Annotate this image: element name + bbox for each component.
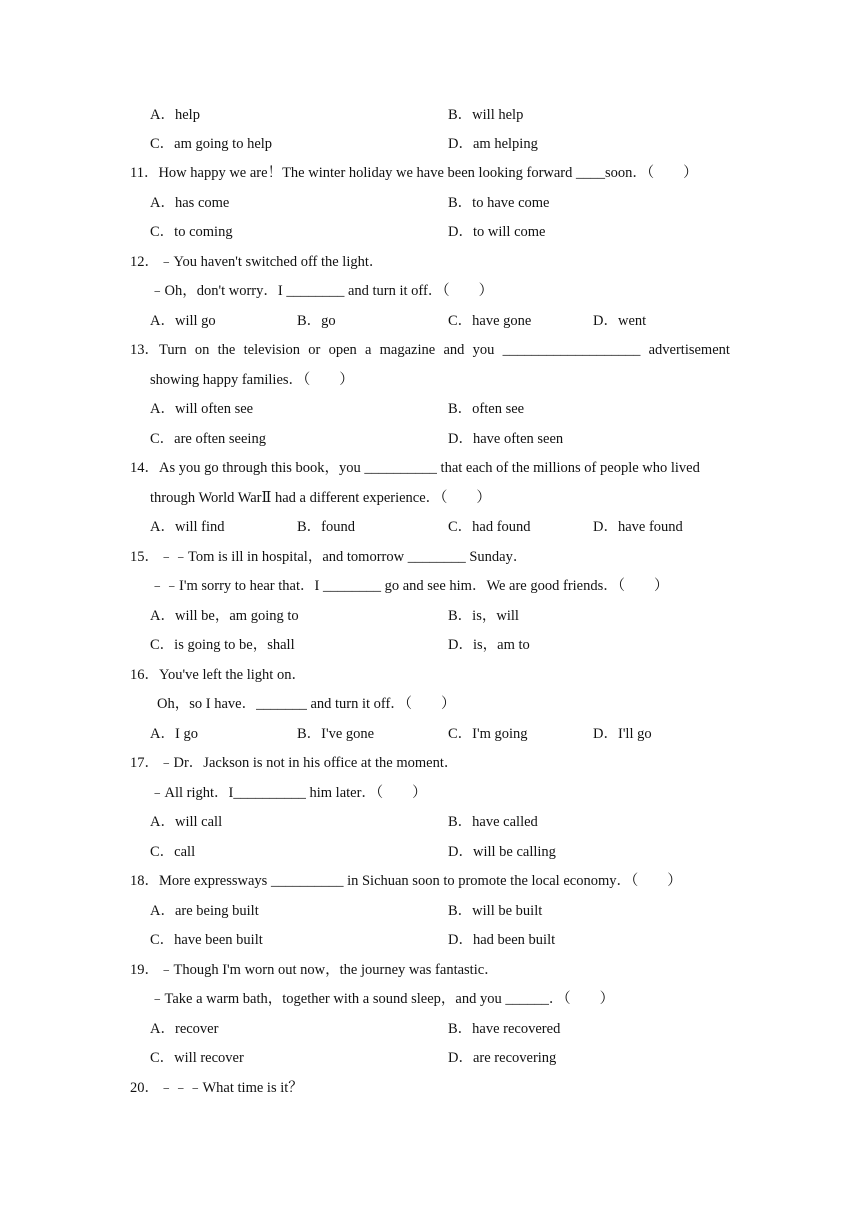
q19-stem: 19．﹣Though I'm worn out now，the journey was fantastic． (130, 962, 499, 978)
q14-option-c: C．had found (448, 519, 531, 535)
q19-stem-line2: ﹣Take a warm bath，together with a sound sleep，and you ______．（ ） (150, 991, 615, 1007)
q18-option-b: B．will be built (448, 903, 543, 919)
q13-option-c: C．are often seeing (150, 431, 266, 447)
q17-stem: 17．﹣Dr．Jackson is not in his office at the moment． (130, 755, 459, 771)
q11-stem: 11．How happy we are！The winter holiday we have been looking forward ____soon．（ ） (130, 165, 698, 181)
q16-option-d: D．I'll go (593, 726, 652, 742)
q17-option-a: A．will call (150, 814, 223, 830)
q19-option-d: D．are recovering (448, 1050, 557, 1066)
q15-stem-line2: ﹣﹣I'm sorry to hear that．I ________ go and see him．We are good friends．（ ） (150, 578, 669, 594)
q12-option-d: D．went (593, 313, 647, 329)
q10-option-b: B．will help (448, 107, 524, 123)
q14-stem-line2: through World WarⅡ had a different experience．（ ） (150, 490, 491, 506)
q19-option-a: A．recover (150, 1021, 219, 1037)
q16-option-b: B．I've gone (297, 726, 375, 742)
q14-stem: 14．As you go through this book，you __________ that each of the millions of people who lived (130, 460, 700, 476)
q11-option-c: C．to coming (150, 224, 233, 240)
q12-option-b: B．go (297, 313, 336, 329)
q15-option-b: B．is，will (448, 608, 519, 624)
q15-option-a: A．will be，am going to (150, 608, 299, 624)
q13-option-d: D．have often seen (448, 431, 564, 447)
q15-option-d: D．is，am to (448, 637, 530, 653)
q18-option-d: D．had been built (448, 932, 556, 948)
q16-stem: 16．You've left the light on． (130, 667, 306, 683)
q11-option-d: D．to will come (448, 224, 546, 240)
q15-option-c: C．is going to be，shall (150, 637, 295, 653)
q14-option-b: B．found (297, 519, 356, 535)
q20-stem: 20．﹣﹣﹣What time is it？ (130, 1080, 303, 1096)
q12-stem-line2: ﹣Oh，don't worry．I ________ and turn it off．（ ） (150, 283, 494, 299)
q11-option-b: B．to have come (448, 195, 550, 211)
q13-stem-line2: showing happy families．（ ） (150, 372, 354, 388)
q10-option-c: C．am going to help (150, 136, 273, 152)
q13-option-b: B．often see (448, 401, 525, 417)
q10-option-d: D．am helping (448, 136, 538, 152)
q12-stem: 12．﹣You haven't switched off the light． (130, 254, 384, 270)
q15-stem: 15．﹣﹣Tom is ill in hospital，and tomorrow ________ Sunday． (130, 549, 528, 565)
q14-option-d: D．have found (593, 519, 683, 535)
q18-option-c: C．have been built (150, 932, 263, 948)
q12-option-a: A．will go (150, 313, 216, 329)
q19-option-b: B．have recovered (448, 1021, 561, 1037)
q17-stem-line2: ﹣All right．I__________ him later．（ ） (150, 785, 427, 801)
q16-option-a: A．I go (150, 726, 198, 742)
q17-option-b: B．have called (448, 814, 538, 830)
q10-option-a: A．help (150, 107, 200, 123)
q17-option-c: C．call (150, 844, 196, 860)
q14-option-a: A．will find (150, 519, 225, 535)
q17-option-d: D．will be calling (448, 844, 556, 860)
q11-option-a: A．has come (150, 195, 230, 211)
q19-option-c: C．will recover (150, 1050, 244, 1066)
q18-stem: 18．More expressways __________ in Sichuan soon to promote the local economy．（ ） (130, 873, 682, 889)
q12-option-c: C．have gone (448, 313, 532, 329)
q18-option-a: A．are being built (150, 903, 259, 919)
q13-option-a: A．will often see (150, 401, 254, 417)
q16-option-c: C．I'm going (448, 726, 528, 742)
q16-stem-line2: Oh，so I have．_______ and turn it off．（ ） (157, 696, 456, 712)
q13-stem: 13．Turn on the television or open a magazine and you ___________________ advertisement (130, 342, 730, 358)
